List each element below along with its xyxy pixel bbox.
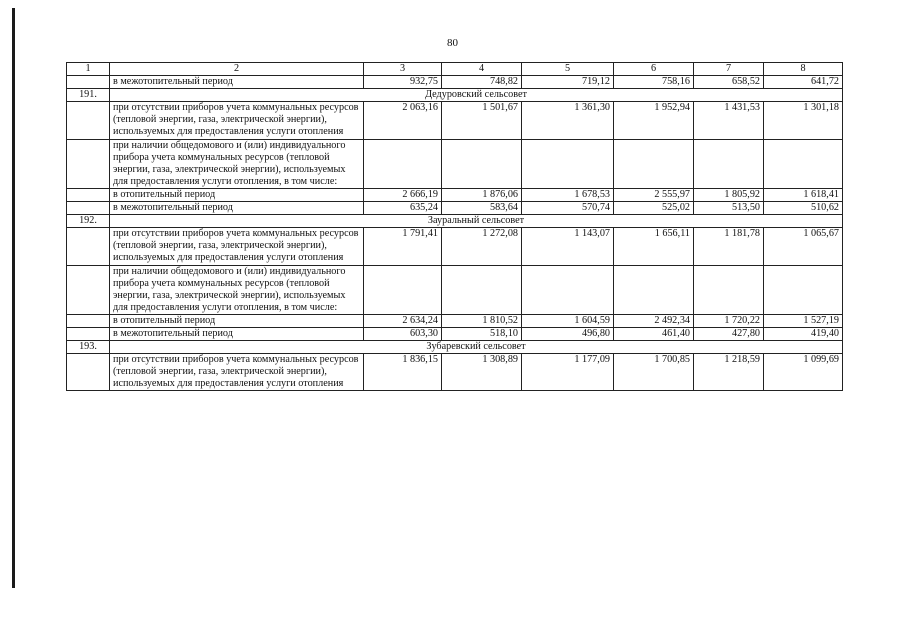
- value-cell: 719,12: [522, 76, 614, 89]
- value-cell: 1 272,08: [442, 228, 522, 265]
- value-cell: [364, 265, 442, 314]
- value-cell: 513,50: [694, 202, 764, 215]
- value-cell: 583,64: [442, 202, 522, 215]
- row-label: в межотопительный период: [110, 202, 364, 215]
- value-cell: 518,10: [442, 327, 522, 340]
- value-cell: 2 555,97: [614, 188, 694, 201]
- value-cell: 2 666,19: [364, 188, 442, 201]
- value-cell: 1 308,89: [442, 354, 522, 391]
- value-cell: 748,82: [442, 76, 522, 89]
- value-cell: 1 501,67: [442, 102, 522, 139]
- table-row: [67, 139, 843, 188]
- value-cell: 1 678,53: [522, 188, 614, 201]
- table-row: [67, 354, 843, 391]
- section-title: Зубаревский сельсовет: [110, 341, 843, 354]
- section-row: [67, 215, 843, 228]
- row-label: в межотопительный период: [110, 76, 364, 89]
- value-cell: [614, 265, 694, 314]
- row-label: при отсутствии приборов учета коммунальных ресурсов (тепловой энергии, газа, электрической энергии), используемых для предоставления услуги отопления: [110, 228, 364, 265]
- section-row: [67, 341, 843, 354]
- row-label: в отопительный период: [110, 314, 364, 327]
- value-cell: [694, 265, 764, 314]
- value-cell: 1 143,07: [522, 228, 614, 265]
- value-cell: 932,75: [364, 76, 442, 89]
- row-number: 193.: [67, 341, 110, 354]
- value-cell: 2 063,16: [364, 102, 442, 139]
- table-body: [67, 63, 843, 391]
- section-title: Дедуровский сельсовет: [110, 89, 843, 102]
- value-cell: 525,02: [614, 202, 694, 215]
- value-cell: 1 218,59: [694, 354, 764, 391]
- header-row: [67, 63, 843, 76]
- row-label: в межотопительный период: [110, 327, 364, 340]
- row-number: 191.: [67, 89, 110, 102]
- row-number: 192.: [67, 215, 110, 228]
- value-cell: [442, 265, 522, 314]
- value-cell: 2 634,24: [364, 314, 442, 327]
- header-cell: 6: [614, 63, 694, 76]
- header-cell: 2: [110, 63, 364, 76]
- row-label: при наличии общедомового и (или) индивидуального прибора учета коммунальных ресурсов (тепловой энергии, газа, электрической энергии), используемых для предоставления услуги отопления, в том числе:: [110, 265, 364, 314]
- scan-border: [12, 8, 15, 588]
- section-row: [67, 89, 843, 102]
- value-cell: 1 527,19: [764, 314, 843, 327]
- value-cell: 1 952,94: [614, 102, 694, 139]
- row-label: при отсутствии приборов учета коммунальных ресурсов (тепловой энергии, газа, электрической энергии), используемых для предоставления услуги отопления: [110, 102, 364, 139]
- table-row: [67, 228, 843, 265]
- value-cell: [764, 139, 843, 188]
- row-number: [67, 327, 110, 340]
- value-cell: 1 065,67: [764, 228, 843, 265]
- value-cell: [694, 139, 764, 188]
- value-cell: 1 177,09: [522, 354, 614, 391]
- value-cell: 635,24: [364, 202, 442, 215]
- value-cell: [522, 139, 614, 188]
- value-cell: 496,80: [522, 327, 614, 340]
- value-cell: [442, 139, 522, 188]
- value-cell: [764, 265, 843, 314]
- header-cell: 1: [67, 63, 110, 76]
- row-number: [67, 139, 110, 188]
- row-number: [67, 314, 110, 327]
- table-row: [67, 102, 843, 139]
- section-title: Зауральный сельсовет: [110, 215, 843, 228]
- header-cell: 3: [364, 63, 442, 76]
- value-cell: 603,30: [364, 327, 442, 340]
- row-number: [67, 228, 110, 265]
- header-cell: 8: [764, 63, 843, 76]
- row-number: [67, 76, 110, 89]
- table-row: [67, 188, 843, 201]
- value-cell: 1 301,18: [764, 102, 843, 139]
- value-cell: 1 700,85: [614, 354, 694, 391]
- row-label: в отопительный период: [110, 188, 364, 201]
- row-label: при наличии общедомового и (или) индивидуального прибора учета коммунальных ресурсов (тепловой энергии, газа, электрической энергии), используемых для предоставления услуги отопления, в том числе:: [110, 139, 364, 188]
- value-cell: 1 181,78: [694, 228, 764, 265]
- header-cell: 7: [694, 63, 764, 76]
- table-row: [67, 314, 843, 327]
- value-cell: 641,72: [764, 76, 843, 89]
- value-cell: 570,74: [522, 202, 614, 215]
- value-cell: 1 099,69: [764, 354, 843, 391]
- value-cell: [522, 265, 614, 314]
- value-cell: 419,40: [764, 327, 843, 340]
- row-number: [67, 188, 110, 201]
- value-cell: 1 618,41: [764, 188, 843, 201]
- value-cell: 1 361,30: [522, 102, 614, 139]
- value-cell: 461,40: [614, 327, 694, 340]
- value-cell: [614, 139, 694, 188]
- value-cell: 1 805,92: [694, 188, 764, 201]
- value-cell: 1 604,59: [522, 314, 614, 327]
- page-number: 80: [447, 37, 458, 49]
- value-cell: 658,52: [694, 76, 764, 89]
- value-cell: 1 431,53: [694, 102, 764, 139]
- value-cell: 1 810,52: [442, 314, 522, 327]
- value-cell: 2 492,34: [614, 314, 694, 327]
- value-cell: 510,62: [764, 202, 843, 215]
- table-row: [67, 76, 843, 89]
- value-cell: 1 836,15: [364, 354, 442, 391]
- table-row: [67, 202, 843, 215]
- header-cell: 4: [442, 63, 522, 76]
- value-cell: 1 876,06: [442, 188, 522, 201]
- tariff-table: [66, 62, 843, 391]
- row-label: при отсутствии приборов учета коммунальных ресурсов (тепловой энергии, газа, электрической энергии), используемых для предоставления услуги отопления: [110, 354, 364, 391]
- value-cell: 1 656,11: [614, 228, 694, 265]
- value-cell: 427,80: [694, 327, 764, 340]
- value-cell: 758,16: [614, 76, 694, 89]
- header-cell: 5: [522, 63, 614, 76]
- value-cell: [364, 139, 442, 188]
- value-cell: 1 720,22: [694, 314, 764, 327]
- row-number: [67, 202, 110, 215]
- row-number: [67, 354, 110, 391]
- row-number: [67, 265, 110, 314]
- value-cell: 1 791,41: [364, 228, 442, 265]
- row-number: [67, 102, 110, 139]
- table-row: [67, 327, 843, 340]
- table-row: [67, 265, 843, 314]
